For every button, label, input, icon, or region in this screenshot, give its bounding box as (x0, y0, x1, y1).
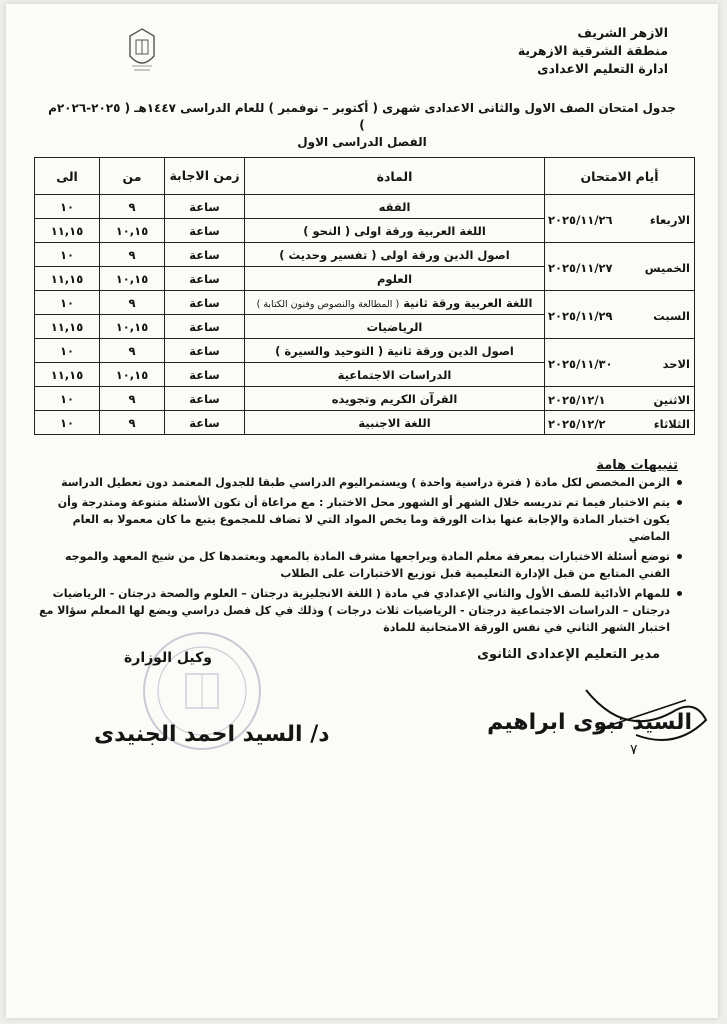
day-name: السبت (653, 309, 690, 323)
from-cell: ١٠,١٥ (100, 363, 165, 387)
title-line-1: جدول امتحان الصف الاول والثانى الاعدادى شهرى ( أكتوبر – نوفمبر ) للعام الدراسى ١٤٤٧هـ ( ٢٠٢٥-٢٠٢٦م ) (48, 101, 676, 132)
table-row (35, 387, 695, 411)
subject-cell (245, 291, 545, 315)
day-name: الخميس (644, 261, 690, 275)
table-row (35, 243, 695, 267)
institution-header (518, 24, 668, 78)
header-to: الى (35, 158, 100, 195)
day-cell (545, 411, 695, 435)
to-cell: ١٠ (35, 243, 100, 267)
duration-cell: ساعة (165, 411, 245, 435)
day-cell (545, 291, 695, 339)
day-date: ٢٠٢٥/١١/٢٧ (548, 261, 613, 275)
from-cell: ٩ (100, 411, 165, 435)
header-duration: زمن الاجابة (165, 158, 245, 195)
from-cell: ١٠,١٥ (100, 267, 165, 291)
to-cell: ١٠ (35, 387, 100, 411)
notes-list (36, 474, 684, 639)
exam-schedule-table (34, 157, 695, 435)
header-subject: المادة (245, 158, 545, 195)
duration-cell: ساعة (165, 243, 245, 267)
duration-cell: ساعة (165, 339, 245, 363)
duration-cell: ساعة (165, 267, 245, 291)
table-row (35, 291, 695, 315)
from-cell: ٩ (100, 243, 165, 267)
note-item: يتم الاختبار فيما تم تدريسه خلال الشهر أو الشهور محل الاختبار : مع مراعاة أن تكون الأسئلة متنوعة ومتدرجة وأن يكون اختبار المادة والإجابة عنها بذات الورقة وما يخص المواد التي لا تضاف للمجموع يتبع ما كان معمولا به العام الماضي (36, 494, 684, 545)
note-item: للمهام الأدائية للصف الأول والثاني الإعدادي في مادة ( اللغة الانجليزية درجتان – العلوم والصحة درجتان - الرياضيات درجتان – الدراسات الاجتماعية درجتان - الرياضيات ثلاث درجات ) وذلك في كل فصل دراسي ويضع لها المعلم سؤالا مع اختبار الشهر الثاني في نفس الورقة الامتحانية للمادة (36, 585, 684, 636)
subject-note: ( المطالعة والنصوص وفنون الكتابة ) (256, 298, 400, 310)
day-cell (545, 387, 695, 411)
from-cell: ٩ (100, 339, 165, 363)
day-cell (545, 339, 695, 387)
day-name: الاحد (662, 357, 690, 371)
to-cell: ١١,١٥ (35, 315, 100, 339)
to-cell: ١٠ (35, 411, 100, 435)
header-from: من (100, 158, 165, 195)
subject-text: اللغة العربية ورقة ثانية (403, 295, 533, 310)
table-row (35, 339, 695, 363)
duration-cell: ساعة (165, 387, 245, 411)
table-row (35, 411, 695, 435)
to-cell: ١١,١٥ (35, 363, 100, 387)
to-cell: ١١,١٥ (35, 219, 100, 243)
subject-cell: اصول الدين ورقة ثانية ( التوحيد والسيرة ) (245, 339, 545, 363)
duration-cell: ساعة (165, 195, 245, 219)
to-cell: ١٠ (35, 195, 100, 219)
day-date: ٢٠٢٥/١١/٣٠ (548, 357, 613, 371)
day-date: ٢٠٢٥/١٢/٢ (548, 417, 606, 431)
director-name: السيد نبوى ابراهيم (487, 710, 692, 735)
day-name: الثلاثاء (653, 417, 690, 431)
from-cell: ٩ (100, 387, 165, 411)
duration-cell: ساعة (165, 219, 245, 243)
header-line-1: الازهر الشريف (577, 25, 668, 40)
to-cell: ١٠ (35, 339, 100, 363)
day-date: ٢٠٢٥/١٢/١ (548, 393, 606, 407)
notes-heading: تنبيهات هامة (596, 458, 678, 473)
subject-cell: اصول الدين ورقة اولى ( تفسير وحديث ) (245, 243, 545, 267)
header-line-3: ادارة التعليم الاعدادى (537, 61, 668, 76)
duration-cell: ساعة (165, 315, 245, 339)
header-exam-days: أيام الامتحان (545, 158, 695, 195)
note-item: الزمن المخصص لكل مادة ( فترة دراسية واحدة ) ويستمراليوم الدراسي طبقا للجدول المعتمد دون تعطيل الدراسة (36, 474, 684, 491)
to-cell: ١٠ (35, 291, 100, 315)
from-cell: ١٠,١٥ (100, 219, 165, 243)
day-cell (545, 195, 695, 243)
table-row (35, 195, 695, 219)
azhar-logo-icon (124, 26, 160, 74)
subject-cell: القرآن الكريم وتجويده (245, 387, 545, 411)
document-title (46, 100, 678, 151)
day-date: ٢٠٢٥/١١/٢٩ (548, 309, 613, 323)
document-page (6, 4, 718, 1018)
title-line-2: الفصل الدراسى الاول (297, 135, 427, 149)
subject-cell: الرياضيات (245, 315, 545, 339)
subject-cell: اللغة الاجنبية (245, 411, 545, 435)
duration-cell: ساعة (165, 291, 245, 315)
subject-cell: اللغة العربية ورقة اولى ( النحو ) (245, 219, 545, 243)
note-item: توضع أسئلة الاختبارات بمعرفة معلم المادة ويراجعها مشرف المادة بالمعهد ويعتمدها كل من شيخ المعهد والموجه الفني المتابع من قبل الإدارة التعليمية قبل توزيع الاختبارات على الطلاب (36, 548, 684, 582)
day-cell (545, 243, 695, 291)
from-cell: ٩ (100, 195, 165, 219)
duration-cell: ساعة (165, 363, 245, 387)
to-cell: ١١,١٥ (35, 267, 100, 291)
header-line-2: منطقة الشرقية الازهرية (517, 43, 668, 58)
handwritten-mark: ٧ (630, 742, 638, 758)
from-cell: ١٠,١٥ (100, 315, 165, 339)
day-name: الاربعاء (649, 213, 690, 227)
day-name: الاثنين (653, 393, 690, 407)
from-cell: ٩ (100, 291, 165, 315)
subject-cell: العلوم (245, 267, 545, 291)
day-date: ٢٠٢٥/١١/٢٦ (548, 213, 613, 227)
subject-cell: الدراسات الاجتماعية (245, 363, 545, 387)
director-title: مدير التعليم الإعدادى الثانوى (477, 647, 660, 662)
subject-cell: الفقه (245, 195, 545, 219)
table-header-row (35, 158, 695, 195)
deputy-name: د/ السيد احمد الجنيدى (94, 722, 330, 747)
deputy-title: وكيل الوزارة (124, 650, 212, 666)
